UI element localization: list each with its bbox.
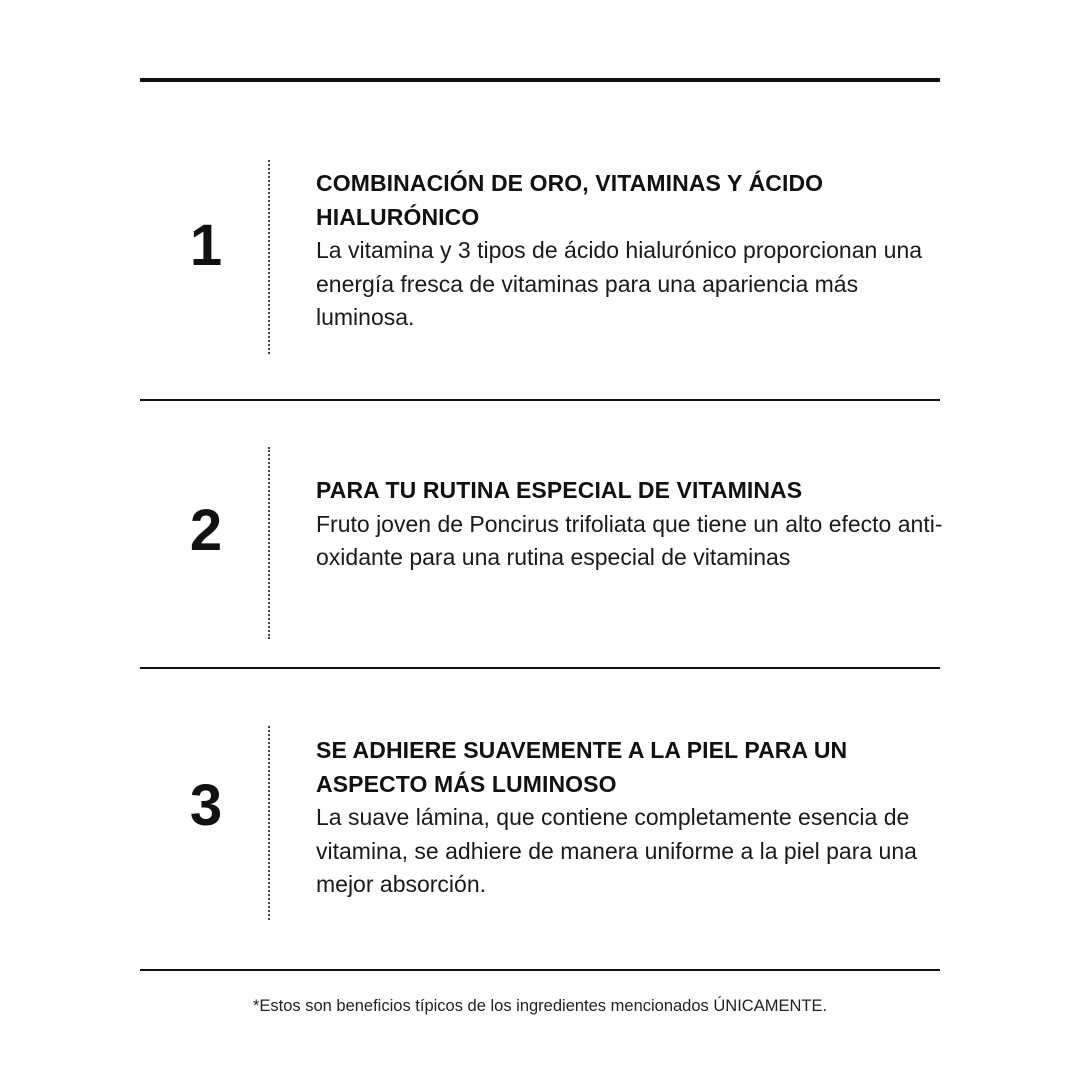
dotted-separator: [268, 726, 270, 920]
benefit-item-1: [140, 160, 940, 354]
item-heading: PARA TU RUTINA ESPECIAL DE VITAMINAS: [316, 477, 803, 503]
top-divider: [140, 78, 940, 82]
item-heading: COMBINACIÓN DE ORO, VITAMINAS Y ÁCIDO HIALURÓNICO: [316, 170, 824, 230]
dotted-separator: [268, 447, 270, 639]
item-heading: SE ADHIERE SUAVEMENTE A LA PIEL PARA UN ASPECTO MÁS LUMINOSO: [316, 737, 848, 797]
section-divider: [140, 399, 940, 401]
item-text: [316, 474, 946, 575]
item-description: La suave lámina, que contiene completamente esencia de vitamina, se adhiere de manera uniforme a la piel para una mejor absorción.: [316, 804, 917, 897]
section-divider: [140, 667, 940, 669]
item-number: 2: [189, 498, 223, 563]
item-description: Fruto joven de Poncirus trifoliata que tiene un alto efecto anti-oxidante para una rutina especial de vitaminas: [316, 510, 943, 570]
dotted-separator: [268, 160, 270, 354]
item-text: [316, 734, 946, 902]
bottom-divider: [140, 969, 940, 971]
item-number: 3: [189, 773, 223, 838]
item-number: 1: [189, 213, 223, 278]
benefit-item-2: [140, 447, 943, 639]
benefit-item-3: [140, 726, 940, 920]
item-description: La vitamina y 3 tipos de ácido hialurónico proporcionan una energía fresca de vitaminas para una apariencia más luminosa.: [316, 237, 923, 330]
footnote: *Estos son beneficios típicos de los ingredientes mencionados ÚNICAMENTE.: [252, 997, 828, 1015]
item-text: [316, 167, 946, 335]
